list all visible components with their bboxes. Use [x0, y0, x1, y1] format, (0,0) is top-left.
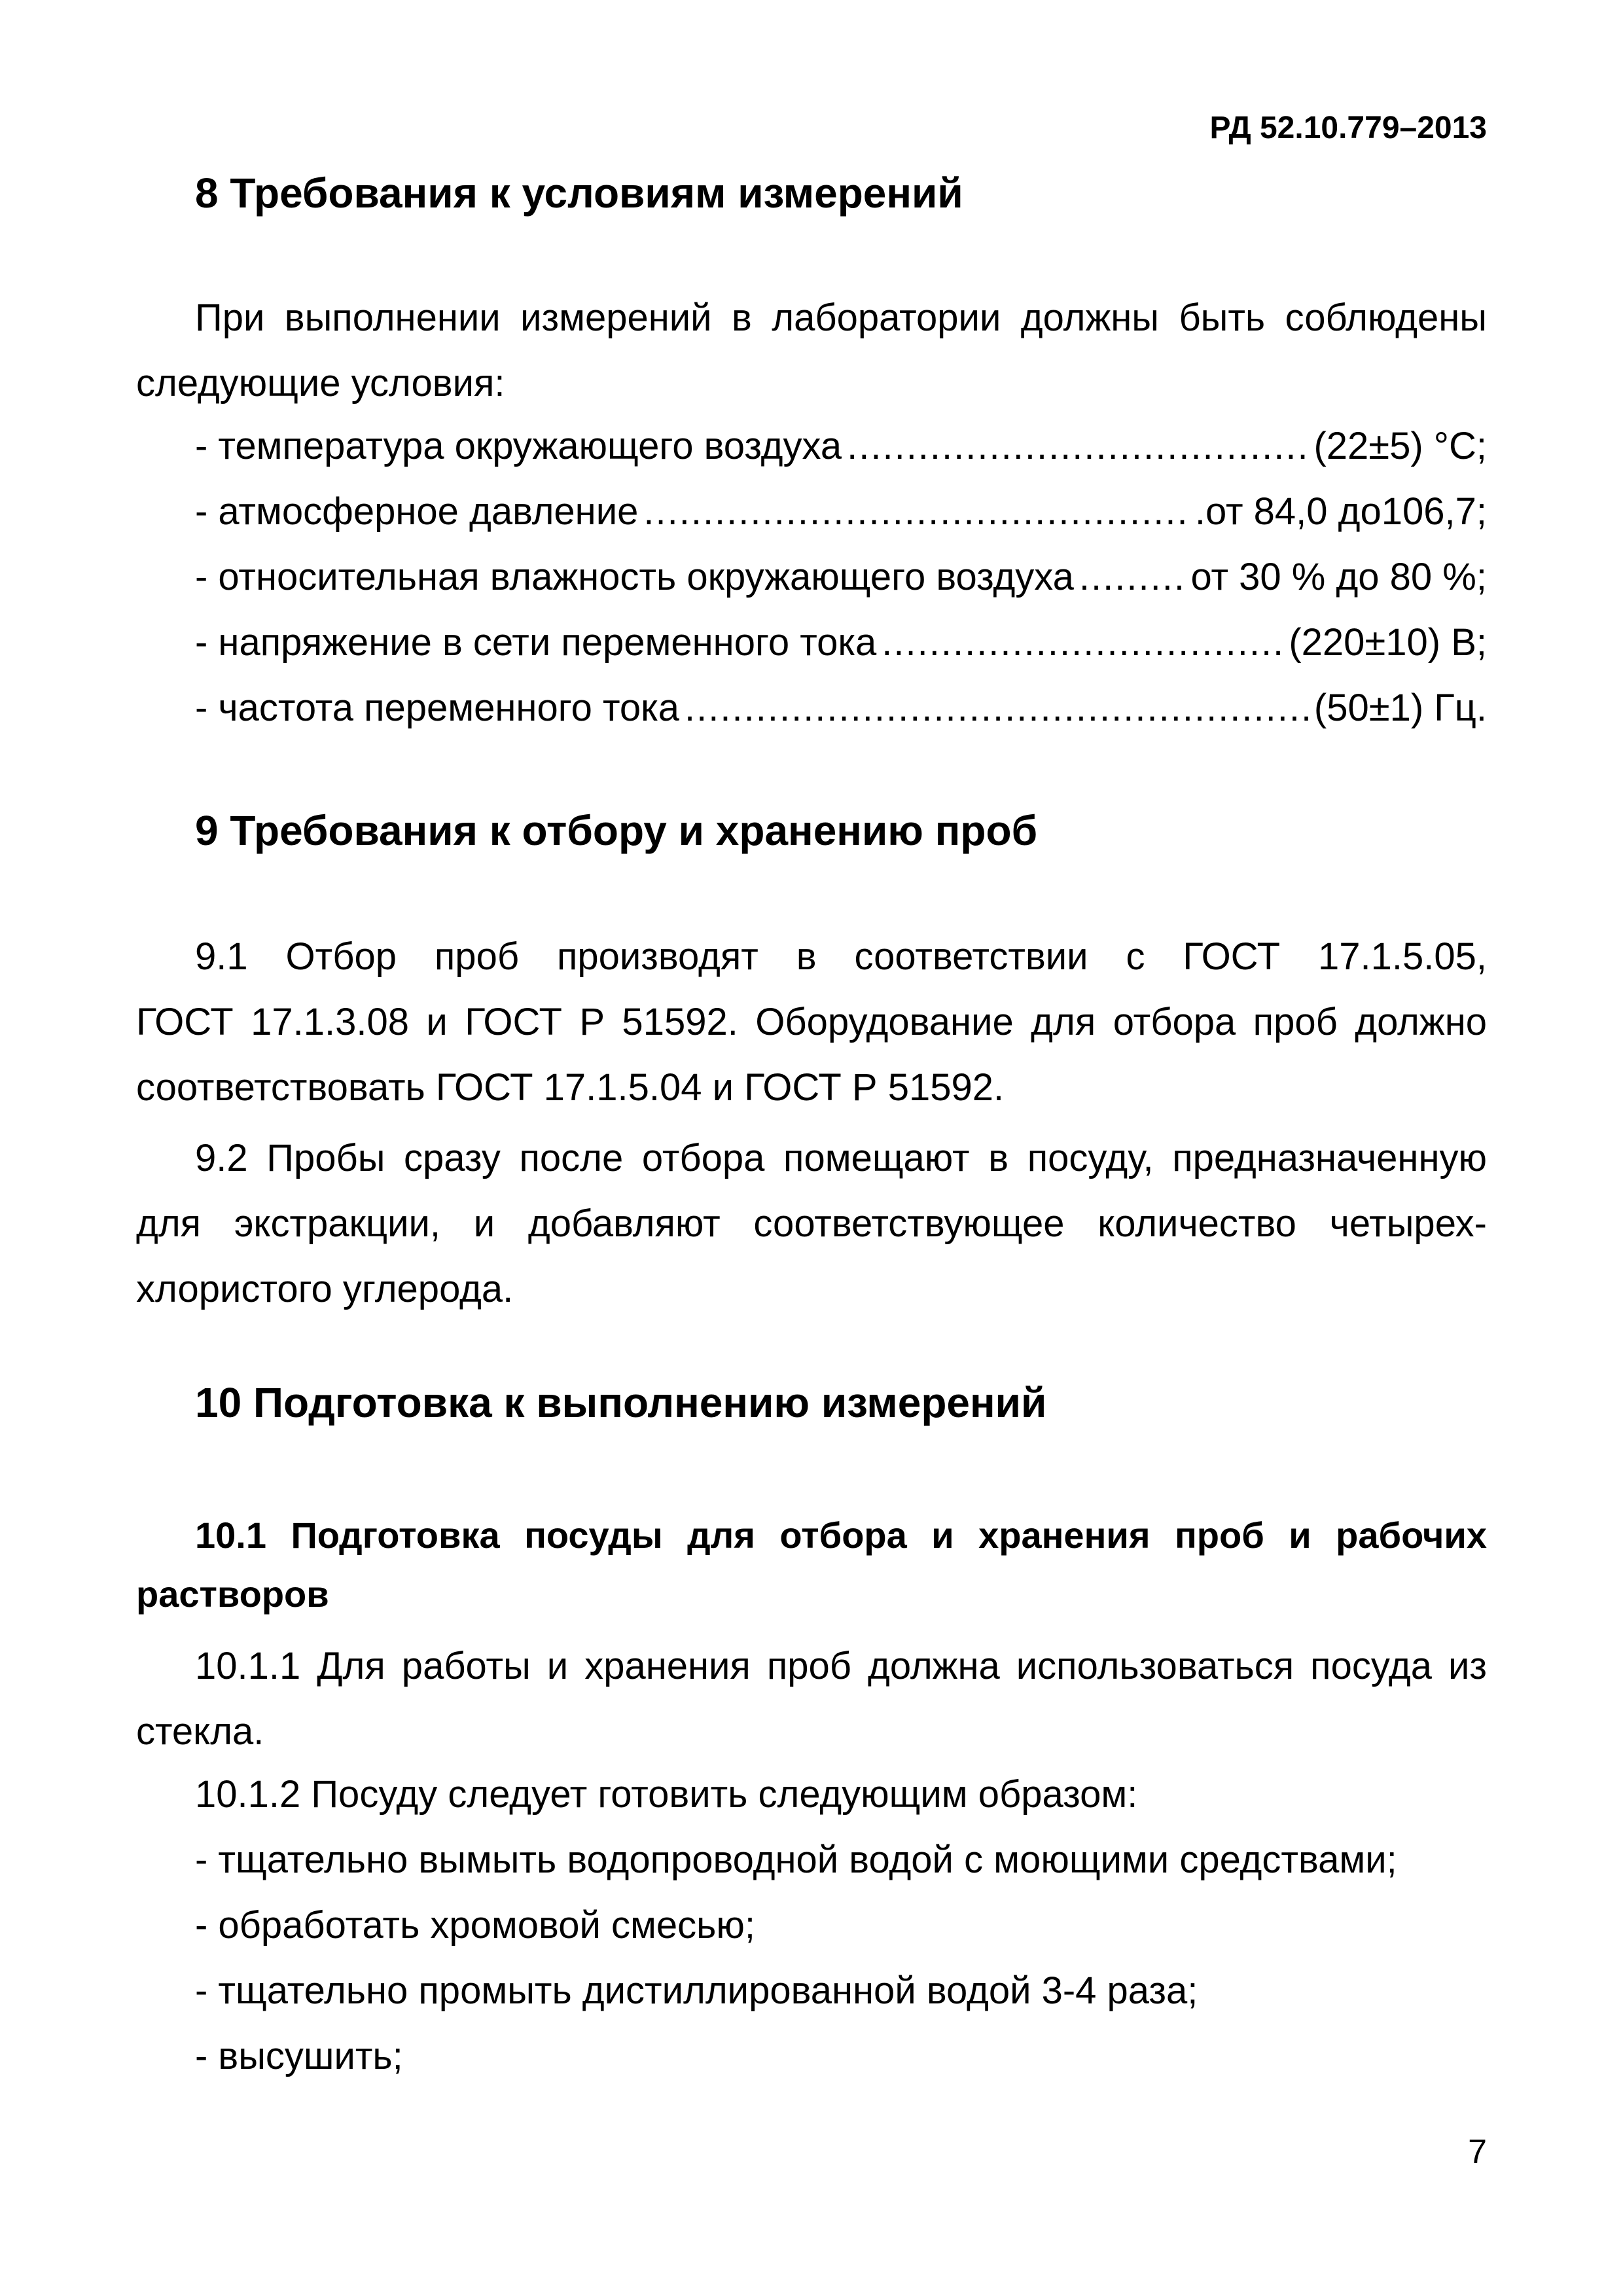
condition-value: (22±5) °С;: [1313, 425, 1487, 467]
dot-leader: [1079, 555, 1186, 599]
condition-label: - температура окружающего воздуха: [195, 425, 842, 467]
paragraph-10-1-1: [136, 1634, 1487, 1765]
section-9-heading: 9 Требования к отбору и хранению проб: [195, 807, 1038, 854]
condition-value: от 30 % до 80 %;: [1190, 556, 1487, 598]
condition-label: - относительная влажность окружающего воздуха: [195, 556, 1074, 598]
section-8-intro: [136, 285, 1487, 416]
intro-line: При выполнении измерений в лаборатории должны быть соблюдены: [195, 296, 1487, 339]
paragraph-line: 9.1 Отбор проб производят в соответствии с ГОСТ 17.1.5.05,: [195, 935, 1487, 978]
condition-temperature: [195, 424, 1487, 468]
intro-line: следующие условия:: [136, 362, 505, 404]
step-item: - тщательно вымыть водопроводной водой с моющими средствами;: [195, 1839, 1397, 1881]
condition-value: (220±10) В;: [1289, 621, 1487, 664]
dot-leader: [643, 490, 1189, 533]
condition-label: - атмосферное давление: [195, 490, 639, 533]
paragraph-line: 10.1.1 Для работы и хранения проб должна использоваться посуда из: [195, 1645, 1487, 1687]
paragraph-10-1-2: 10.1.2 Посуду следует готовить следующим образом:: [195, 1773, 1138, 1816]
dot-leader: [847, 424, 1308, 468]
section-10-heading: 10 Подготовка к выполнению измерений: [195, 1379, 1047, 1426]
subsection-heading-line: растворов: [136, 1573, 329, 1615]
condition-humidity: [195, 555, 1487, 599]
paragraph-line: соответствовать ГОСТ 17.1.5.04 и ГОСТ Р 51592.: [136, 1066, 1005, 1109]
paragraph-line: хлористого углерода.: [136, 1268, 514, 1310]
dot-leader: [882, 620, 1283, 664]
subsection-10-1-heading: [136, 1503, 1487, 1621]
document-code: РД 52.10.779–2013: [1209, 111, 1487, 145]
paragraph-line: ГОСТ 17.1.3.08 и ГОСТ Р 51592. Оборудование для отбора проб должно: [136, 1001, 1487, 1043]
condition-label: - частота переменного тока: [195, 687, 680, 729]
condition-value: (50±1) Гц.: [1313, 687, 1487, 729]
paragraph-line: 9.2 Пробы сразу после отбора помещают в посуду, предназначенную: [195, 1137, 1487, 1179]
condition-frequency: [195, 686, 1487, 730]
condition-voltage: [195, 620, 1487, 664]
subsection-heading-line: 10.1 Подготовка посуды для отбора и хранения проб и рабочих: [195, 1515, 1487, 1556]
page-number: 7: [1468, 2133, 1487, 2171]
condition-value: .от 84,0 до106,7;: [1194, 490, 1487, 533]
paragraph-9-2: [136, 1126, 1487, 1322]
paragraph-line: для экстракции, и добавляют соответствующее количество четырех-: [136, 1202, 1487, 1245]
step-item: - тщательно промыть дистиллированной водой 3-4 раза;: [195, 1969, 1198, 2012]
step-item: - высушить;: [195, 2035, 403, 2077]
step-item: - обработать хромовой смесью;: [195, 1904, 755, 1946]
paragraph-line: стекла.: [136, 1710, 264, 1753]
dot-leader: [685, 686, 1309, 730]
section-8-heading: 8 Требования к условиям измерений: [195, 170, 963, 217]
condition-label: - напряжение в сети переменного тока: [195, 621, 877, 664]
condition-pressure: [195, 490, 1487, 533]
paragraph-9-1: [136, 924, 1487, 1121]
